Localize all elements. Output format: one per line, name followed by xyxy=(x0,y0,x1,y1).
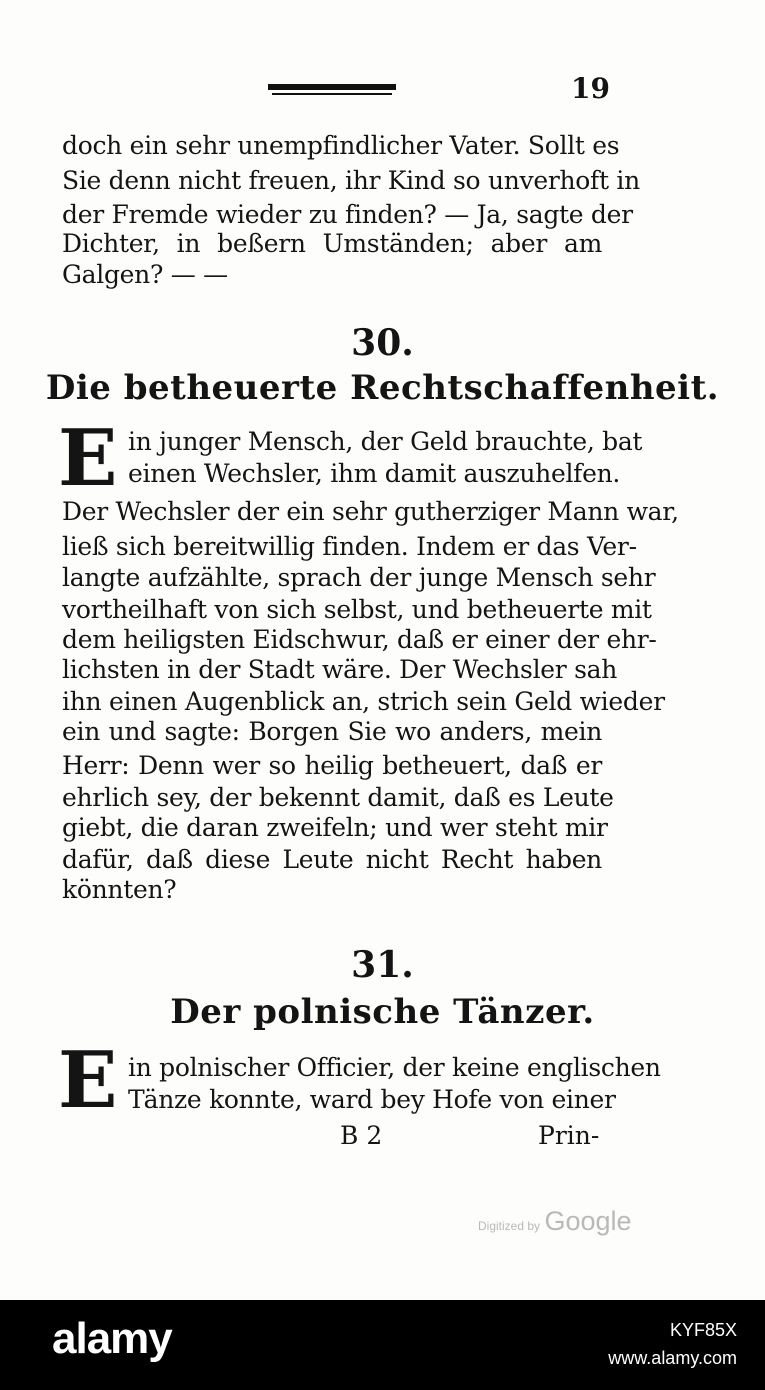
story-30-line: ließ sich bereitwillig finden. Indem er das Ver- xyxy=(62,532,637,561)
story-30-dropcap: E xyxy=(58,413,118,504)
story-30-line: dem heiligsten Eidschwur, daß er einer der ehr- xyxy=(62,625,657,654)
story-29-line: Dichter, in beßern Umständen; aber am xyxy=(62,229,602,258)
story-30-line: lichsten in der Stadt wäre. Der Wechsler sah xyxy=(62,655,618,684)
story-30-line: langte aufzählte, sprach der junge Mensch sehr xyxy=(62,563,656,592)
story-30-line: einen Wechsler, ihm damit auszuhelfen. xyxy=(128,459,621,488)
site-url: www.alamy.com xyxy=(608,1348,737,1368)
story-30-title: Die betheuerte Rechtschaffenheit. xyxy=(45,368,720,408)
story-31-line: in polnischer Officier, der keine englischen xyxy=(128,1053,661,1082)
header-rule-thin xyxy=(272,93,392,95)
catchword: Prin- xyxy=(538,1121,600,1150)
story-30-line: dafür, daß diese Leute nicht Recht haben xyxy=(62,845,602,874)
story-30-line: Der Wechsler der ein sehr gutherziger Mann war, xyxy=(62,497,679,526)
story-30-line: in junger Mensch, der Geld brauchte, bat xyxy=(128,427,643,456)
page-number: 19 xyxy=(571,72,610,105)
story-31-line: Tänze konnte, ward bey Hofe von einer xyxy=(128,1085,616,1114)
story-30-line: ihn einen Augenblick an, strich sein Geld wieder xyxy=(62,687,665,716)
google-watermark xyxy=(478,1206,632,1246)
story-30-line: vortheilhaft von sich selbst, und betheuerte mit xyxy=(62,595,652,624)
header-rule-thick xyxy=(268,84,396,90)
story-30-line: ein und sagte: Borgen Sie wo anders, mein xyxy=(62,717,602,746)
stock-brand-bar xyxy=(0,1300,765,1390)
story-29-line: Galgen? — — xyxy=(62,260,228,289)
story-31-number: 31. xyxy=(351,944,414,986)
story-30-line: giebt, die daran zweifeln; und wer steht mir xyxy=(62,813,608,842)
header-rule xyxy=(268,82,396,96)
signature-mark: B 2 xyxy=(340,1121,383,1150)
story-31-dropcap: E xyxy=(58,1035,118,1126)
story-29-line: doch ein sehr unempfindlicher Vater. Sollt es xyxy=(62,131,620,160)
story-30-line: Herr: Denn wer so heilig betheuert, daß er xyxy=(62,751,602,780)
alamy-logo: alamy xyxy=(52,1314,172,1363)
digitized-by-text: Digitized by xyxy=(478,1219,541,1233)
story-31-title: Der polnische Tänzer. xyxy=(170,992,595,1032)
story-30-number: 30. xyxy=(351,322,414,364)
google-logo-text: Google xyxy=(544,1206,632,1236)
story-30-line: könnten? xyxy=(62,875,177,904)
story-29-line: Sie denn nicht freuen, ihr Kind so unverhoft in xyxy=(62,166,640,195)
story-29-line: der Fremde wieder zu finden? — Ja, sagte der xyxy=(62,200,633,229)
story-30-line: ehrlich sey, der bekennt damit, daß es Leute xyxy=(62,783,614,812)
image-code: KYF85X xyxy=(669,1320,737,1340)
